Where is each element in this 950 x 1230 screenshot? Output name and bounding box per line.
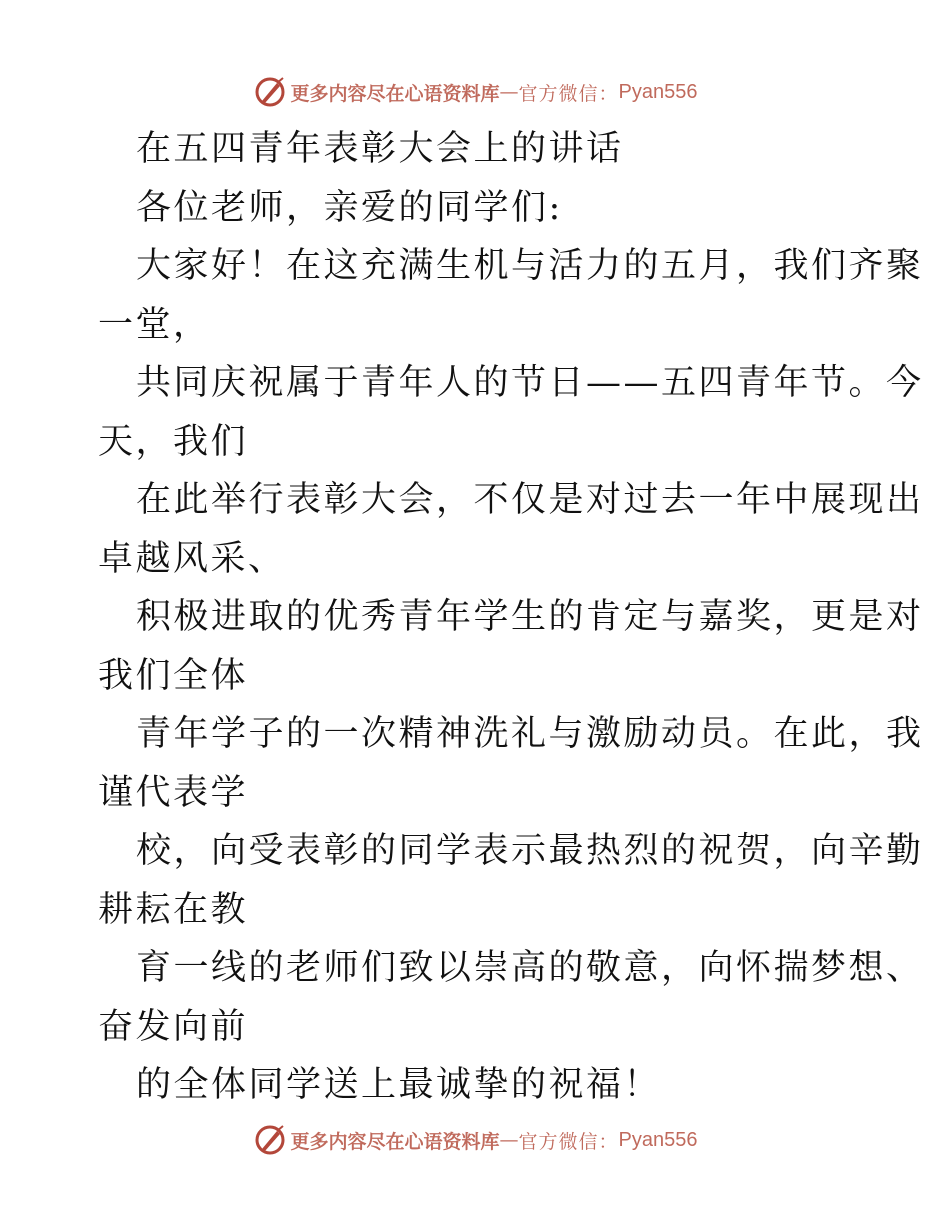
paragraph-line: 一堂， <box>98 304 211 345</box>
document-title: 在五四青年表彰大会上的讲话 <box>136 129 624 169</box>
paragraph-line: 大家好！在这充满生机与活力的五月，我们齐聚 <box>136 246 924 286</box>
paragraph-line: 谨代表学 <box>98 772 249 813</box>
paragraph-line: 在此举行表彰大会，不仅是对过去一年中展现出 <box>136 480 924 520</box>
paragraph-line: 耕耘在教 <box>98 889 249 930</box>
banner-wechat-label: 官方微信： <box>518 82 619 105</box>
document-body <box>98 120 924 1115</box>
salutation: 各位老师，亲爱的同学们: <box>136 187 563 228</box>
paragraph-line: 积极进取的优秀青年学生的肯定与嘉奖，更是对 <box>136 597 924 637</box>
paragraph-line: 校，向受表彰的同学表示最热烈的祝贺，向辛勤 <box>136 831 924 871</box>
banner-separator: — <box>499 81 519 103</box>
quill-pen-logo-icon <box>253 75 287 109</box>
banner-wechat-account: Pyan556 <box>618 80 698 103</box>
paragraph-line: 我们全体 <box>98 655 249 696</box>
footer-banner <box>0 1118 950 1162</box>
paragraph-line: 共同庆祝属于青年人的节日——五四青年节。今 <box>136 363 924 403</box>
paragraph-line: 育一线的老师们致以崇高的敬意，向怀揣梦想、 <box>136 948 924 988</box>
paragraph-line: 卓越风采、 <box>98 538 286 579</box>
paragraph-line: 奋发向前 <box>98 1006 249 1047</box>
banner-wechat-label: 官方微信： <box>518 1130 619 1153</box>
paragraph-line: 青年学子的一次精神洗礼与激励动员。在此，我 <box>136 714 924 754</box>
paragraph-line: 的全体同学送上最诚挚的祝福！ <box>136 1065 662 1105</box>
banner-separator: — <box>499 1129 519 1151</box>
paragraph-line: 天，我们 <box>98 421 249 462</box>
quill-pen-logo-icon <box>253 1123 287 1157</box>
banner-brand: 更多内容尽在心语资料库 <box>290 1130 500 1153</box>
banner-wechat-account: Pyan556 <box>618 1128 698 1151</box>
header-banner <box>0 70 950 114</box>
banner-brand: 更多内容尽在心语资料库 <box>290 82 500 105</box>
